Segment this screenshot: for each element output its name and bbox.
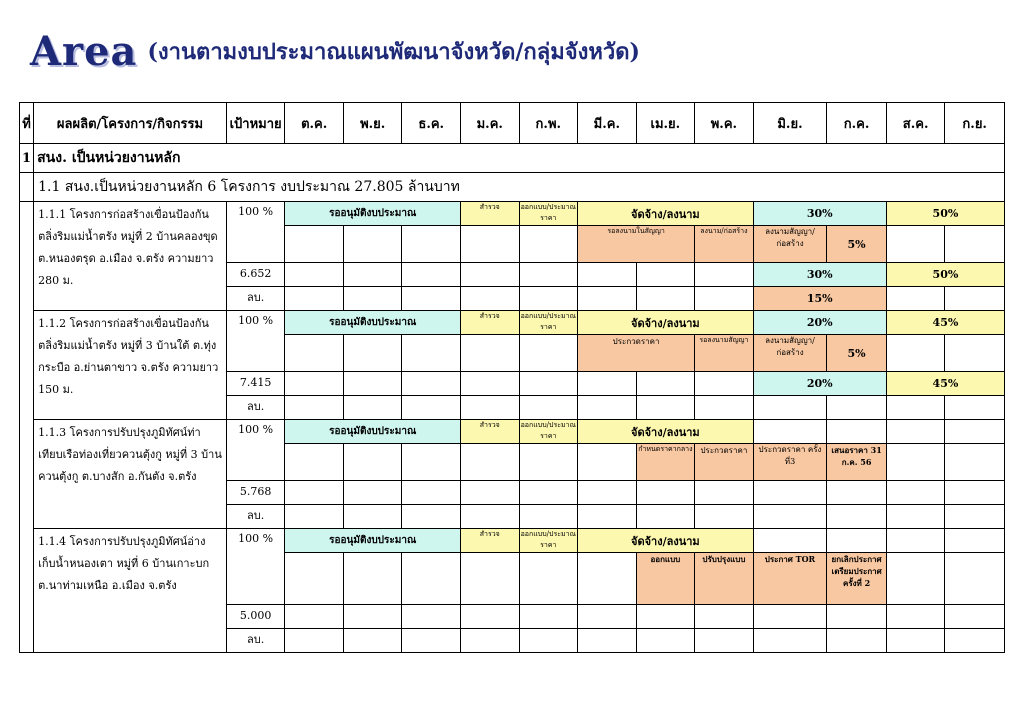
project-4-plan-procure: จัดจ้าง/ลงนาม (578, 529, 754, 553)
project-1-budget-progress-1: 30% (753, 263, 886, 287)
header-may: พ.ค. (695, 103, 754, 144)
project-1-plan-procure: จัดจ้าง/ลงนาม (578, 202, 754, 226)
project-2-target: 100 % (226, 311, 285, 372)
header-sep: ก.ย. (945, 103, 1005, 144)
project-2-plan-row (20, 311, 1005, 335)
header-jul: ก.ค. (827, 103, 887, 144)
project-1-target: 100 % (226, 202, 285, 263)
project-3-actual-d: เสนอราคา 31 ก.ค. 56 (827, 444, 887, 481)
project-2-budget-progress-1: 20% (753, 372, 886, 396)
page-title (30, 28, 640, 75)
project-1-actual-c: ลงนามสัญญา/ก่อสร้าง (753, 226, 827, 263)
project-2-actual-a: ประกวดราคา (578, 335, 695, 372)
header-jun: มิ.ย. (753, 103, 827, 144)
section-name: สนง. เป็นหน่วยงานหลัก (34, 144, 1005, 173)
header-project: ผลผลิต/โครงการ/กิจกรรม (34, 103, 227, 144)
project-3-actual-a: กำหนดราคากลาง (636, 444, 695, 481)
project-3-plan-procure: จัดจ้าง/ลงนาม (578, 420, 754, 444)
project-2-budget-progress-2: 45% (886, 372, 1004, 396)
project-3-budget-value: 5.768 (226, 481, 285, 505)
project-1-actual-a: รอลงนามในสัญญา (578, 226, 695, 263)
project-2-plan-wait: รออนุมัติงบประมาณ (285, 311, 461, 335)
subsection-row (20, 173, 1005, 202)
header-dec: ธ.ค. (402, 103, 461, 144)
project-4-name: 1.1.4 โครงการปรับปรุงภูมิทัศน์อ่างเก็บน้ำหนองเตา หมู่ที่ 6 บ้านเกาะบก ต.นาท่ามเหนือ อ.เมือง จ.ตรัง (34, 529, 227, 653)
project-1-plan-design: ออกแบบ/ประมาณราคา (519, 202, 578, 226)
project-3-actual-b: ประกวดราคา (695, 444, 754, 481)
project-1-actual-b: ลงนาม/ก่อสร้าง (695, 226, 754, 263)
project-2-budget-unit: ลบ. (226, 396, 285, 420)
project-2-actual-c: ลงนามสัญญา/ก่อสร้าง (753, 335, 827, 372)
project-4-actual-d: ยกเลิกประกาศ เตรียมประกาศ ครั้งที่ 2 (827, 553, 887, 605)
header-feb: ก.พ. (519, 103, 578, 144)
header-nov: พ.ย. (343, 103, 402, 144)
project-2-plan-progress-1: 20% (753, 311, 886, 335)
project-2-name: 1.1.2 โครงการก่อสร้างเขื่อนป้องกันตลิ่งริมแม่น้ำตรัง หมู่ที่ 3 บ้านใต้ ต.ทุ่งกระบือ อ.ย่านตาขาว จ.ตรัง ความยาว 150 ม. (34, 311, 227, 420)
project-4-actual-c: ประกาศ TOR (753, 553, 827, 605)
project-1-plan-wait: รออนุมัติงบประมาณ (285, 202, 461, 226)
project-3-target: 100 % (226, 420, 285, 481)
project-1-plan-survey: สำรวจ (461, 202, 520, 226)
project-2-actual-b: รอลงนามสัญญา (695, 335, 754, 372)
header-no: ที่ (20, 103, 34, 144)
project-4-target: 100 % (226, 529, 285, 605)
project-4-plan-row (20, 529, 1005, 553)
project-1-plan-row (20, 202, 1005, 226)
project-4-plan-wait: รออนุมัติงบประมาณ (285, 529, 461, 553)
subsection-heading: 1.1 สนง.เป็นหน่วยงานหลัก 6 โครงการ งบประมาณ 27.805 ล้านบาท (34, 173, 1005, 202)
project-1-budget-progress-2: 50% (886, 263, 1004, 287)
project-3-plan-design: ออกแบบ/ประมาณราคา (519, 420, 578, 444)
project-1-actual-d: 5% (827, 226, 887, 263)
project-2-plan-procure: จัดจ้าง/ลงนาม (578, 311, 754, 335)
project-3-plan-wait: รออนุมัติงบประมาณ (285, 420, 461, 444)
project-1-name: 1.1.1 โครงการก่อสร้างเขื่อนป้องกันตลิ่งริมแม่น้ำตรัง หมู่ที่ 2 บ้านคลองขุด ต.หนองตรุด อ.เมือง จ.ตรัง ความยาว 280 ม. (34, 202, 227, 311)
header-jan: ม.ค. (461, 103, 520, 144)
project-3-plan-row (20, 420, 1005, 444)
project-2-plan-design: ออกแบบ/ประมาณราคา (519, 311, 578, 335)
project-1-plan-progress-1: 30% (753, 202, 886, 226)
project-4-plan-design: ออกแบบ/ประมาณราคา (519, 529, 578, 553)
project-1-budget-unit: ลบ. (226, 287, 285, 311)
project-4-actual-a: ออกแบบ (636, 553, 695, 605)
project-2-plan-survey: สำรวจ (461, 311, 520, 335)
title-sub: (งานตามงบประมาณแผนพัฒนาจังหวัด/กลุ่มจังหวัด) (147, 39, 640, 65)
title-main: Area (30, 28, 138, 75)
header-aug: ส.ค. (886, 103, 945, 144)
project-1-budget-actual: 15% (753, 287, 886, 311)
header-row (20, 103, 1005, 144)
project-4-budget-unit: ลบ. (226, 629, 285, 653)
section-number: 1 (20, 144, 34, 173)
project-2-plan-progress-2: 45% (886, 311, 1004, 335)
plan-table (19, 102, 1005, 653)
project-1-plan-progress-2: 50% (886, 202, 1004, 226)
project-4-plan-survey: สำรวจ (461, 529, 520, 553)
section-row (20, 144, 1005, 173)
project-1-budget-value: 6.652 (226, 263, 285, 287)
header-target: เป้าหมาย (226, 103, 285, 144)
project-2-budget-value: 7.415 (226, 372, 285, 396)
header-apr: เม.ย. (636, 103, 695, 144)
project-3-plan-survey: สำรวจ (461, 420, 520, 444)
header-mar: มี.ค. (578, 103, 637, 144)
header-oct: ต.ค. (285, 103, 344, 144)
project-4-budget-value: 5.000 (226, 605, 285, 629)
project-3-budget-unit: ลบ. (226, 505, 285, 529)
project-2-actual-d: 5% (827, 335, 887, 372)
project-3-actual-c: ประกวดราคา ครั้งที่3 (753, 444, 827, 481)
project-3-name: 1.1.3 โครงการปรับปรุงภูมิทัศน์ท่าเทียบเรือท่องเที่ยวควนตุ้งกู หมู่ที่ 3 บ้านควนตุ้งกู ต.บางสัก อ.กันตัง จ.ตรัง (34, 420, 227, 529)
project-4-actual-b: ปรับปรุงแบบ (695, 553, 754, 605)
